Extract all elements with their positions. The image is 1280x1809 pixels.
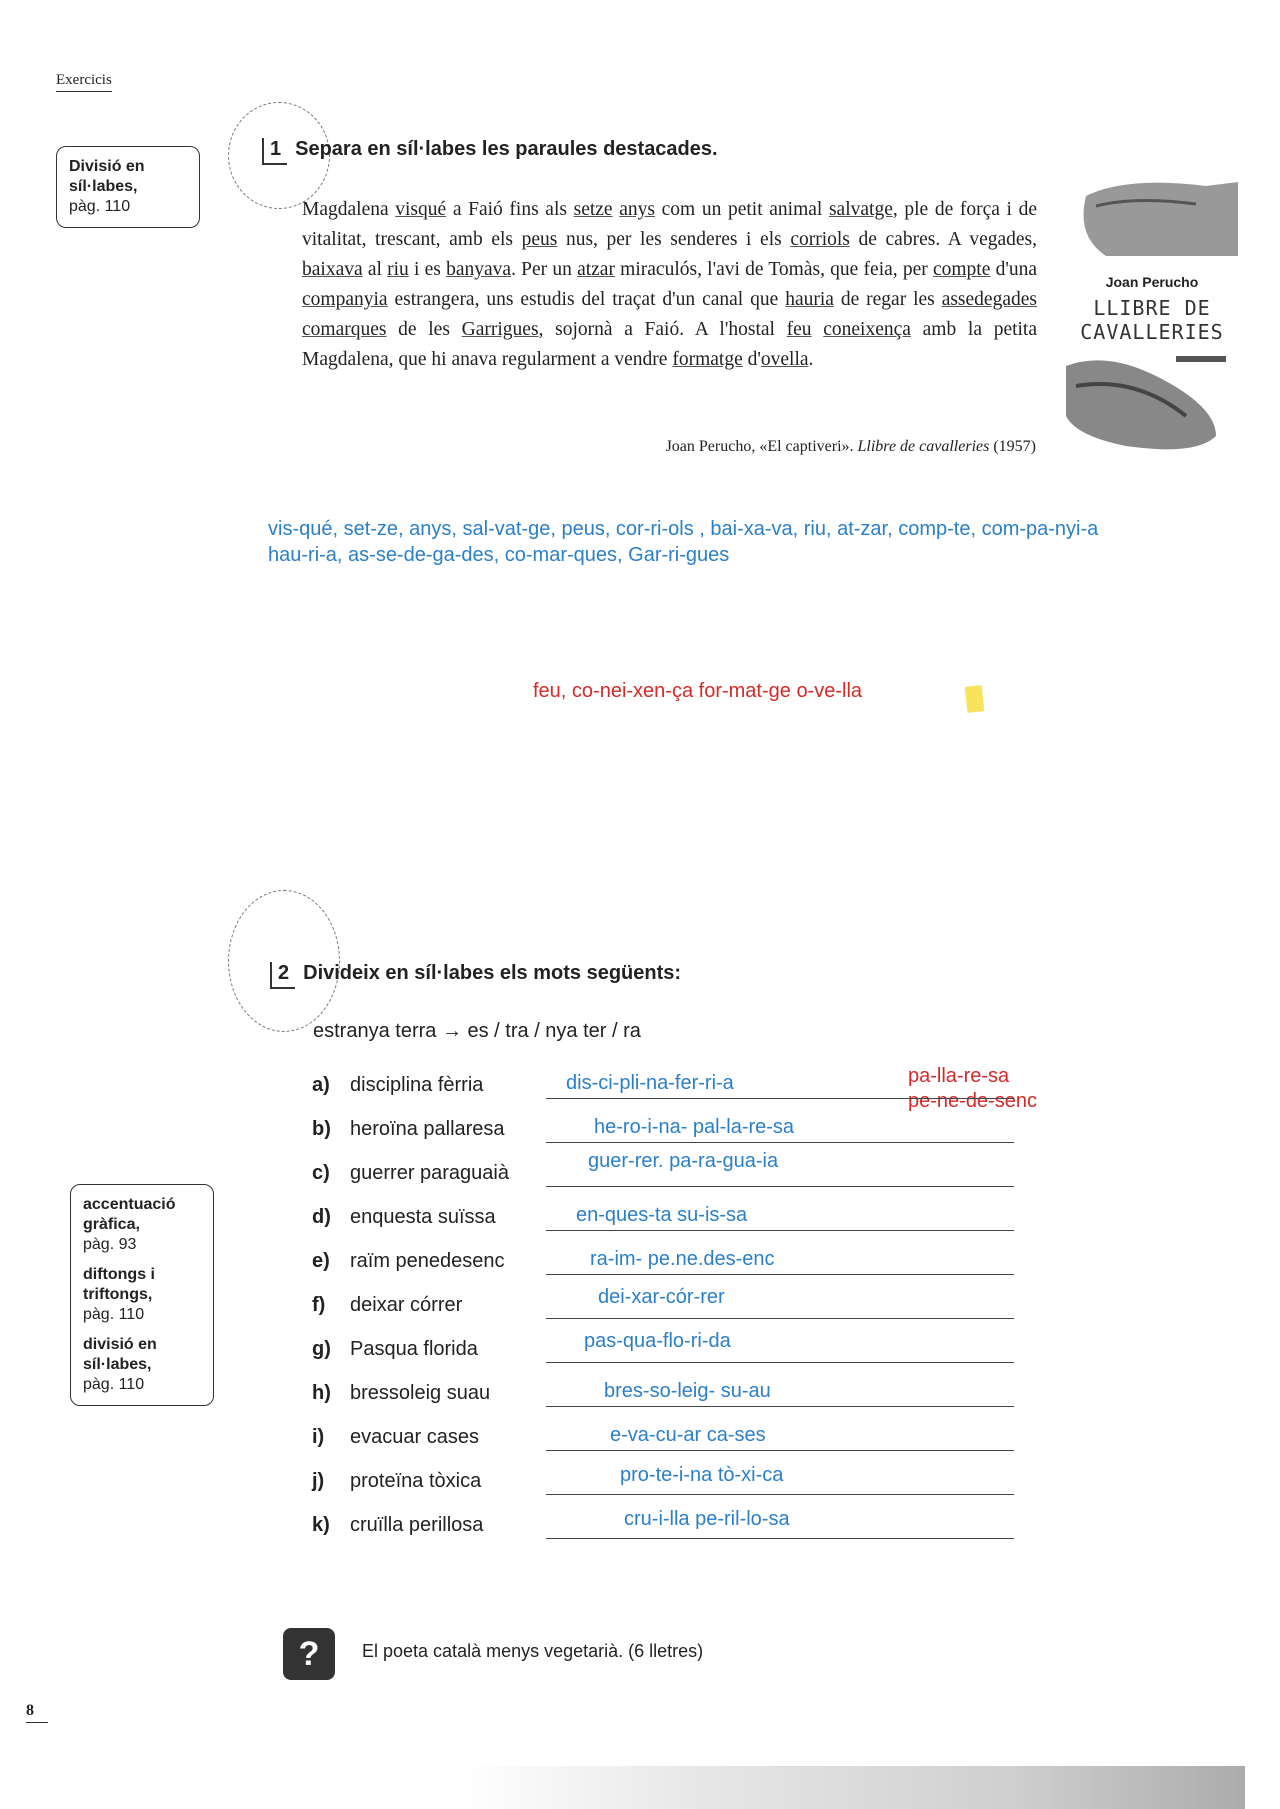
highlighted-word: formatge [672,349,743,370]
item-answer[interactable]: cru-i-lla pe-ril-lo-sa [624,1508,790,1530]
exercise-2-title [270,962,681,989]
exercise-2-example: estranya terra → es / tra / nya ter / ra [313,1020,641,1042]
highlighted-word: feu [786,319,812,340]
highlighted-word: visqué [395,199,447,220]
list-item [312,1426,1032,1462]
item-word: bressoleig suau [350,1382,491,1404]
item-word: guerrer paraguaià [350,1162,509,1184]
list-item [312,1286,1032,1330]
source-book: Llibre de cavalleries [857,438,990,455]
item-word: cruïlla perillosa [350,1514,484,1536]
item-answer[interactable]: pas-qua-flo-ri-da [584,1330,731,1352]
item-label: a) [312,1074,330,1096]
list-item [312,1382,1032,1418]
answer-line [546,1494,1014,1495]
item-label: i) [312,1426,325,1448]
highlighted-word: assedegades [941,289,1037,310]
reference-group [83,1265,201,1325]
scan-artifact [460,1766,1245,1809]
item-label: k) [312,1514,330,1536]
list-item [312,1118,1032,1154]
list-item [312,1330,1032,1374]
highlighted-word: companyia [302,289,388,310]
exercise-1-answer [268,516,1098,568]
answer-line [546,1538,1014,1539]
highlighted-word: baixava [302,259,363,280]
book-title-line1: LLIBRE DE [1093,296,1211,320]
page-number: 8 [26,1702,48,1723]
reference-group [83,1335,201,1395]
reference-page: pàg. 110 [83,1306,145,1323]
item-answer[interactable]: dis-ci-pli-na-fer-ri-a [566,1072,734,1094]
item-word: disciplina fèrria [350,1074,484,1096]
answer-line [546,1274,1014,1275]
item-word: heroïna pallaresa [350,1118,505,1140]
item-label: j) [312,1470,325,1492]
riddle-text: El poeta català menys vegetarià. (6 lletres) [362,1641,704,1661]
highlighted-word: banyava [446,259,512,280]
item-label: c) [312,1162,330,1184]
highlight-mark [965,685,985,713]
source-year: (1957) [993,438,1036,455]
item-answer[interactable]: ra-im- pe.ne.des-enc [590,1248,775,1270]
highlighted-word: compte [932,259,991,280]
item-answer[interactable]: guer-rer. pa-ra-gua-ia [588,1150,779,1172]
item-word: proteïna tòxica [350,1470,482,1492]
answer-line [546,1142,1014,1143]
item-label: h) [312,1382,331,1404]
item-answer[interactable]: bres-so-leig- su-au [604,1380,771,1402]
exercise-2-number: 2 [270,962,295,989]
book-cover [1066,176,1238,456]
question-icon: ? [283,1628,335,1680]
highlighted-word: salvatge [828,199,893,220]
highlighted-word: hauria [785,289,834,310]
reference-title: Divisió en síl·labes, [69,158,145,195]
highlighted-word: Garrigues [461,319,539,340]
list-item [312,1250,1032,1286]
highlighted-word: corriols [790,229,850,250]
item-word: evacuar cases [350,1426,479,1448]
book-author: Joan Perucho [1105,274,1199,290]
exercise-2-instruction: Divideix en síl·labes els mots següents: [303,962,682,984]
item-word: raïm penedesenc [350,1250,505,1272]
reference-page: pàg. 93 [83,1236,137,1253]
answer-line-2: hau-ri-a, as-se-de-ga-des, co-mar-ques, Gar-ri-gues [268,544,730,566]
list-item [312,1074,1032,1110]
item-label: b) [312,1118,331,1140]
exercise-1-instruction: Separa en síl·labes les paraules destacades. [295,138,718,160]
item-answer[interactable]: e-va-cu-ar ca-ses [610,1424,766,1446]
red-correction-2: pe-ne-de-senc [908,1090,1037,1112]
list-item [312,1464,1032,1506]
item-label: g) [312,1338,331,1360]
highlighted-word: ovella [760,349,809,370]
exercise-1-number: 1 [262,138,287,165]
highlighted-word: coneixença [823,319,911,340]
list-item [312,1508,1032,1550]
answer-line [546,1406,1014,1407]
reference-title: divisió en síl·labes, [83,1336,157,1373]
list-item [312,1150,1032,1198]
answer-line [546,1318,1014,1319]
reference-title: accentuació gràfica, [83,1196,176,1233]
item-answer[interactable]: pro-te-i-na tò-xi-ca [620,1464,784,1486]
highlighted-word: riu [387,259,409,280]
item-answer[interactable]: dei-xar-cór-rer [598,1286,725,1308]
answer-line [546,1186,1014,1187]
red-correction-1: pa-lla-re-sa [908,1065,1010,1087]
highlighted-word: setze [573,199,613,220]
list-item [312,1206,1032,1242]
item-label: f) [312,1294,326,1316]
reference-box-accentuation [70,1184,214,1406]
highlighted-word: comarques [302,319,387,340]
reference-title: diftongs i triftongs, [83,1266,155,1303]
answer-line [546,1098,1014,1099]
answer-line [546,1230,1014,1231]
answer-line [546,1450,1014,1451]
reference-group [83,1195,201,1255]
pencil-circle-2 [228,890,340,1032]
item-word: enquesta suïssa [350,1206,496,1228]
passage-source [666,438,1036,456]
highlighted-word: peus [521,229,558,250]
reference-box-syllables [56,146,200,228]
item-answer[interactable]: en-ques-ta su-is-sa [576,1204,748,1226]
source-work: «El captiveri». [759,438,854,455]
source-author: Joan Perucho, [665,438,756,455]
book-title-line2: CAVALLERIES [1080,320,1224,344]
item-label: e) [312,1250,330,1272]
exercise-1-answer-red: feu, co-nei-xen-ça for-mat-ge o-ve-lla [533,680,863,702]
reading-passage: Magdalena visqué a Faió fins als setze anys com un petit animal salvatge, ple de força i de vitalitat, trescant, amb els peus nus, per les senderes i els corriols de cabres. A vegades, baixava al riu i es banyava. Per un atzar miraculós, l'avi de Tomàs, que feia, per compte d'una companyia estrangera, uns estudis del traçat d'un canal que hauria de regar les assedegades comarques de les Garrigues, sojornà a Faió. A l'hostal feu coneixença amb la petita Magdalena, que hi anava regularment a vendre formatge d'ovella. [302,199,1038,370]
highlighted-word: anys [619,199,655,220]
reference-page: pàg. 110 [83,1376,145,1393]
exercise-1-title [262,138,718,165]
highlighted-word: atzar [577,259,615,280]
answer-line-1: vis-qué, set-ze, anys, sal-vat-ge, peus, cor-ri-ols , bai-xa-va, riu, at-zar, comp-te, com-pa-nyi-a [268,518,1099,540]
item-answer[interactable]: he-ro-i-na- pal-la-re-sa [594,1116,795,1138]
item-word: Pasqua florida [350,1338,478,1360]
section-header: Exercicis [56,72,112,92]
reference-page: pàg. 110 [69,198,131,215]
item-label: d) [312,1206,331,1228]
answer-line [546,1362,1014,1363]
item-word: deixar córrer [350,1294,463,1316]
